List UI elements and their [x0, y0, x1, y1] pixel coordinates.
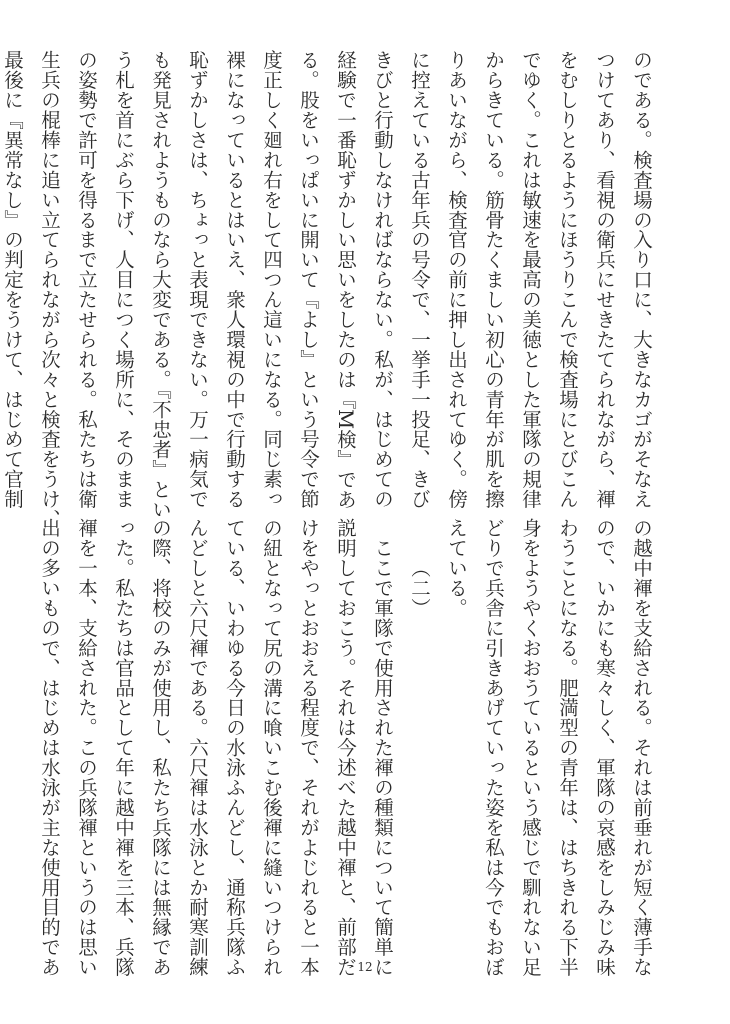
text-line: 生兵の棍棒に追い立てられながら次々と検査をうけ、 — [38, 50, 61, 529]
text-line: に控えている古年兵の号令で、一挙手一投足、きび — [408, 50, 431, 509]
text-line: りあいながら、検査官の前に押し出されてゆく。傍 — [445, 50, 468, 509]
text-line: 最後に『異常なし』の判定をうけて、はじめて官制 — [1, 50, 24, 509]
text-line: の紐となって尻の溝に喰いこむ後褌に縫いつけられ — [260, 518, 283, 977]
text-line: つけてあり、看視の衛兵にせきたてられながら、褌 — [593, 50, 616, 509]
text-line: 説明しておこう。それは今述べた越中褌と、前部だ — [334, 518, 357, 977]
text-line: 身をようやくおおうているという感じで馴れない足 — [519, 518, 542, 977]
text-line: 出の多いもので、はじめは水泳が主な使用目的であ — [38, 518, 61, 977]
text-line: のである。検査場の入り口に、大きなカゴがそなえ — [630, 50, 653, 509]
text-line: 恥ずかしさは、ちょっと表現できない。万一病気で — [186, 50, 209, 509]
text-line: わうことになる。肥満型の青年は、はちきれる下半 — [556, 518, 579, 977]
text-line: う札を首にぶら下げ、人目につく場所に、そのまま — [112, 50, 135, 509]
text-line: る。股をいっぱいに開いて『よし』という号令で節 — [297, 50, 320, 509]
text-block-top — [1, 50, 660, 529]
text-line: んどしと六尺褌である。六尺褌は水泳とか耐寒訓練 — [186, 518, 209, 977]
section-heading: （二） — [408, 558, 431, 618]
text-line: 度正しく廻れ右をして四つん這いになる。同じ素っ — [260, 50, 283, 509]
text-line: でゆく。これは敏速を最高の美徳とした軍隊の規律 — [519, 50, 542, 509]
text-line: ここで軍隊で使用された褌の種類について簡単に — [371, 518, 394, 977]
text-line: の際、将校のみが使用し、私たち兵隊には無縁であ — [149, 518, 172, 977]
text-line: からきている。筋骨たくましい初心の青年が肌を擦 — [482, 50, 505, 509]
text-line: の姿勢で許可を得るまで立たせられる。私たちは衛 — [75, 50, 98, 509]
text-line: ので、いかにも寒々しく、軍隊の哀感をしみじみ味 — [593, 518, 616, 977]
text-line: をむしりとるようにほうりこんで検査場にとびこん — [556, 50, 579, 509]
text-line: ている、いわゆる今日の水泳ふんどし、通称兵隊ふ — [223, 518, 246, 977]
text-line: きびと行動しなければならない。私が、はじめての — [371, 50, 394, 509]
text-line: の越中褌を支給される。それは前垂れが短く薄手な — [630, 518, 653, 977]
text-line: 褌を一本、支給された。この兵隊褌というのは思い — [75, 518, 98, 977]
text-line: った。私たちは官品として年に越中褌を三本、兵隊 — [112, 518, 135, 977]
text-line: えている。 — [445, 518, 468, 618]
text-line: も発見されようものなら大変である。『不忠者』とい — [149, 50, 172, 520]
text-line: どりで兵舎に引きあげていった姿を私は今でもおぼ — [482, 518, 505, 977]
page-number: 12 — [357, 960, 373, 974]
text-line: 経験で一番恥ずかしい思いをしたのは『M検』であ — [334, 50, 357, 510]
text-line: 裸になっているとはいえ、衆人環視の中で行動する — [223, 50, 246, 509]
text-line: けをやっとおおえる程度で、それがよじれると一本 — [297, 518, 320, 977]
